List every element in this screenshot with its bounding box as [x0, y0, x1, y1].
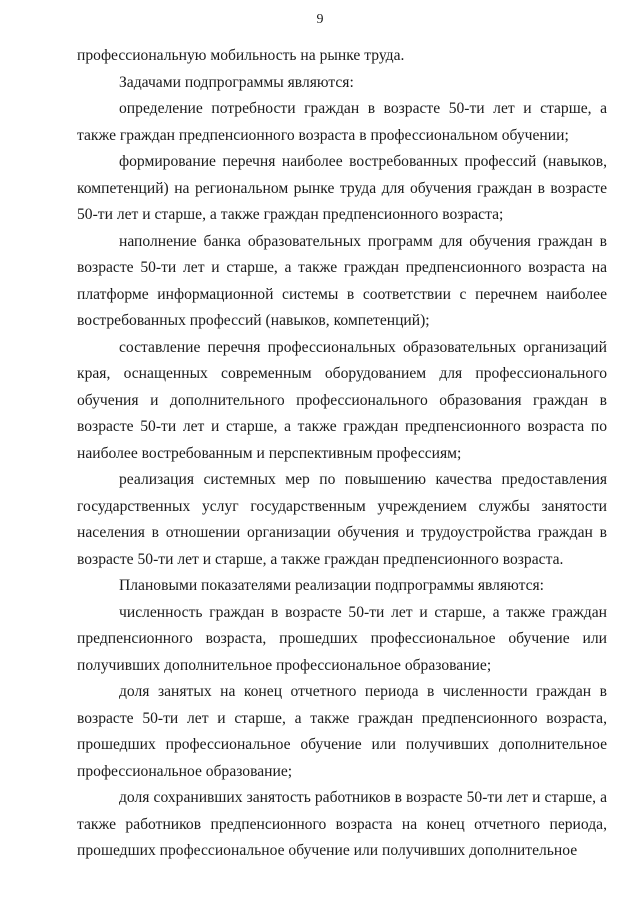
paragraph-indicator-3: доля сохранивших занятость работников в возрасте 50-ти лет и старше, а также работников предпенсионного возраста на конец отчетного периода, прошедших профессиональное обучение или получивших дополнительное: [77, 789, 607, 859]
paragraph-indicators-heading: Плановыми показателями реализации подпрограммы являются:: [119, 577, 544, 594]
paragraph-tasks-heading: Задачами подпрограммы являются:: [119, 73, 354, 91]
paragraph-task-3: наполнение банка образовательных программ для обучения граждан в возрасте 50-ти лет и старше, а также граждан предпенсионного возраста на платформе информационной системы в соответствии с перечнем наиболее востребованных профессий (навыков, компетенций);: [77, 232, 607, 329]
page-number: 9: [316, 12, 324, 27]
paragraph-task-5: реализация системных мер по повышению качества предоставления государственных услуг государственным учреждением службы занятости населения в отношении организации обучения и трудоустройства граждан в возрасте 50-ти лет и старше, а также граждан предпенсионного возраста.: [77, 471, 607, 568]
paragraph-task-2: формирование перечня наиболее востребованных профессий (навыков, компетенций) на региональном рынке труда для обучения граждан в возрасте 50-ти лет и старше, а также граждан предпенсионного возраста;: [77, 153, 607, 223]
paragraph-indicator-1: численность граждан в возрасте 50-ти лет и старше, а также граждан предпенсионного возраста, прошедших профессиональное обучение или получивших дополнительное профессиональное образование;: [77, 603, 607, 674]
document-body: [77, 43, 607, 865]
paragraph-indicator-2: доля занятых на конец отчетного периода в численности граждан в возрасте 50-ти лет и старше, а также граждан предпенсионного возраста, прошедших профессиональное обучение или получивших дополнительное профессиональное образование;: [77, 683, 607, 780]
paragraph-task-4: составление перечня профессиональных образовательных организаций края, оснащенных современным оборудованием для профессионального обучения и дополнительного профессионального образования граждан в возрасте 50-ти лет и старше, а также граждан предпенсионного возраста по наиболее востребованным и перспективным профессиям;: [77, 338, 607, 462]
paragraph-task-1: определение потребности граждан в возрасте 50-ти лет и старше, а также граждан предпенсионного возраста в профессиональном обучении;: [77, 100, 607, 144]
paragraph-continuation: профессиональную мобильность на рынке труда.: [77, 47, 405, 64]
